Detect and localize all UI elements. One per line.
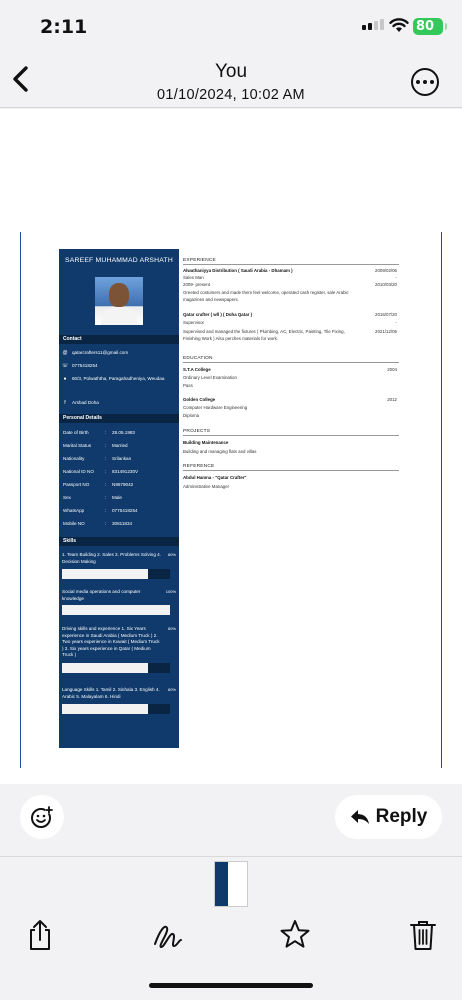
skill-item (62, 626, 178, 659)
personal-heading: Personal Details (59, 414, 179, 423)
detail-value: Srilankan (112, 456, 132, 461)
markup-pen-icon[interactable] (152, 918, 184, 952)
skill-item (62, 687, 178, 700)
skill-bar (62, 704, 170, 714)
trash-icon[interactable] (407, 918, 439, 952)
job-period: 2009- present (183, 282, 211, 287)
skill-bar-fill (62, 569, 148, 579)
resume-main (183, 249, 399, 748)
detail-colon: : (105, 521, 107, 526)
contact-phone: ☏ 0775418254 (62, 363, 98, 369)
detail-key: WhatsApp (63, 508, 85, 513)
emoji-reaction-button[interactable] (20, 795, 64, 839)
education-heading: EDUCATION (183, 356, 399, 363)
page-edge-left (20, 232, 21, 768)
school-year: 2012 (387, 397, 397, 402)
wifi-icon (389, 17, 409, 33)
job-date: 2009/02/06 (375, 268, 397, 273)
resume-sidebar (59, 249, 179, 748)
school-detail: Computer Hardware Engineering (183, 405, 248, 410)
job-description: Greeted costumers and made them feel welcome, operated cash register, sale Arabic magazines and newspapers. (183, 290, 349, 302)
detail-key: Date of Birth (63, 430, 89, 435)
reply-button[interactable] (335, 795, 442, 839)
profile-photo (95, 277, 143, 325)
message-timestamp: 01/10/2024, 10:02 AM (157, 87, 305, 103)
skill-bar (62, 569, 170, 579)
detail-value: 30811834 (112, 521, 133, 526)
job-description: Supervised and managed the fixtures ( Plumbing, AC, Electric, Painting, Tile Fixing, Finishing Work ) Also perches materials for work. (183, 329, 345, 341)
job-date: 2010/03/20 (375, 282, 397, 287)
bottom-toolbar (0, 912, 462, 962)
school-name: S.T.A College (183, 367, 211, 372)
share-icon[interactable] (24, 918, 56, 952)
skill-bar (62, 605, 170, 615)
location-icon: ● (63, 376, 67, 382)
skill-item (62, 589, 178, 602)
message-header (0, 52, 462, 108)
detail-colon: : (105, 430, 107, 435)
skill-text: 1. Team Building 2. Sales 3. Problems Solving 4. Decision Making (62, 552, 161, 564)
resume-thumbnail[interactable] (214, 861, 248, 907)
contact-email: @ qatarcrafters11@gmail.com (62, 350, 129, 356)
school-result: Diploma (183, 413, 200, 418)
skill-percent: 80% (167, 687, 176, 692)
facebook-icon: f (64, 400, 66, 406)
skill-percent: 100% (165, 589, 176, 594)
job-date-separator: - (395, 320, 397, 325)
job-title: Alwathaniyya Distribution ( Saudi Arabia - Dhamam ) (183, 268, 293, 273)
status-bar (0, 0, 462, 52)
detail-key: Sex (63, 495, 71, 500)
detail-key: National ID NO (63, 469, 94, 474)
reference-section (183, 464, 399, 489)
school-result: Pass (183, 383, 193, 388)
battery-level: 80 (416, 19, 435, 34)
projects-heading: PROJECTS (183, 429, 399, 436)
detail-colon: : (105, 508, 107, 513)
detail-colon: : (105, 443, 107, 448)
school-year: 2004 (387, 367, 397, 372)
detail-colon: : (105, 469, 107, 474)
reference-role: Administrative Manager (183, 484, 230, 489)
skill-text: Driving skills and experience 1. Six Years experience in Saudi Arabia ( Medium Truck ) 2. Two years experience in Kuwait ( Medium Truck ) 3. Six years experience in Qatar ( Medium Truck ) (62, 626, 160, 657)
detail-value: 0775418254 (112, 508, 138, 513)
school-detail: Ordinary Level Examination (183, 375, 237, 380)
emoji-add-icon (30, 805, 54, 829)
skills-heading: Skills (59, 537, 179, 546)
skill-bar (62, 663, 170, 673)
detail-value: 28.05.1983 (112, 430, 135, 435)
skill-percent: 80% (167, 552, 176, 557)
job-date-separator: - (395, 275, 397, 280)
school-name: Golden College (183, 397, 216, 402)
skill-bar-fill (62, 663, 148, 673)
detail-key: Passport NO (63, 482, 90, 487)
contact-address: ● 60/3, Polwaththa, Paragahadheniya, Weudaa (63, 376, 165, 382)
skill-percent: 80% (167, 626, 176, 631)
cellular-signal-icon (362, 19, 384, 30)
detail-colon: : (105, 482, 107, 487)
detail-value: N9579042 (112, 482, 134, 487)
page-edge-right (441, 232, 442, 768)
experience-section (183, 258, 399, 341)
status-time: 2:11 (40, 16, 88, 38)
education-section (183, 356, 399, 418)
resume-name: SAREEF MUHAMMAD ARSHATH (65, 257, 173, 264)
detail-value: 831491230V (112, 469, 139, 474)
project-description: Building and managing flats and villas (183, 449, 257, 454)
at-icon: @ (62, 350, 68, 356)
job-date: 2016/07/20 (375, 312, 397, 317)
detail-value: Male (112, 495, 122, 500)
ellipsis-circle-icon[interactable] (411, 68, 439, 96)
home-indicator (149, 983, 313, 988)
contact-heading: Contact (59, 335, 179, 344)
reference-name: Abdul Hamna - "Qatar Crafter" (183, 475, 247, 480)
resume-document[interactable] (59, 249, 400, 748)
detail-value: Married (112, 443, 128, 448)
experience-heading: EXPERIENCE (183, 258, 399, 265)
reply-label: Reply (375, 806, 428, 827)
skill-bar-fill (62, 605, 170, 615)
skill-item (62, 552, 178, 565)
battery-indicator (413, 18, 443, 35)
projects-section (183, 429, 399, 454)
sender-title: You (214, 61, 248, 82)
star-icon[interactable] (279, 918, 311, 952)
skill-text: Language Skills 1. Tamil 2. Sinhala 3. English 4. Arabic 5. Malayalam 6. Hindi (62, 687, 160, 699)
job-date: 2021/12/05 (375, 329, 397, 334)
project-title: Building Maintenance (183, 440, 229, 445)
skill-text: Social media operations and computer knowledge (62, 589, 141, 601)
skill-bar-fill (62, 704, 148, 714)
reply-arrow-icon (350, 809, 370, 825)
reference-heading: REFERENCE (183, 464, 399, 471)
detail-key: Mobile NO (63, 521, 85, 526)
job-role: Supervisor (183, 320, 204, 325)
detail-colon: : (105, 456, 107, 461)
job-role: Sales Man (183, 275, 204, 280)
thumbnail-strip (0, 856, 462, 912)
job-title: Qatar crafter ( wll ) ( Doha Qatar ) (183, 312, 253, 317)
phone-icon: ☏ (62, 363, 69, 369)
detail-key: Nationality (63, 456, 85, 461)
contact-facebook: f Arshad Doha (62, 400, 178, 406)
detail-colon: : (105, 495, 107, 500)
detail-key: Marital Status (63, 443, 92, 448)
